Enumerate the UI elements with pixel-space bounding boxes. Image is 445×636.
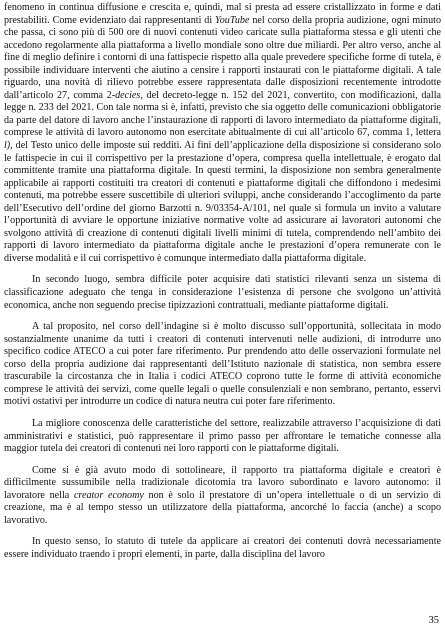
page-number: 35 xyxy=(428,615,439,627)
paragraph-3 xyxy=(4,321,441,409)
text-run: Come si è già avuto modo di sottolineare, il rapporto tra piattaforma digitale e creatori è difficilmente sussumibile nella tradizionale dicotomia tra lavoro subordinato e lavoro autonomo: il lavoratore nella xyxy=(4,464,441,501)
text-run: A tal proposito, nel corso dell’indagine si è molto discusso sull’opportunità, sollecitata in modo sostanzialmente unanime da tutti i creatori di contenuti intervenuti nelle audizioni, di introdurre uno specifico codice ATECO a cui poter fare riferimento. Pur prendendo atto delle osservazioni formulate nel corso della propria audizione dai rappresentanti dell’Istituto nazionale di statistica, non sembra essere trascurabile la circostanza che in Italia i codici ATECO coprono tutte le forme di attività economiche comprese le attività dei servizi, come quelle legali o quelle consulenziali e non sembrano, pertanto, esservi motivi ostativi per introdurre un codice di natura neutra cui poter fare riferimento. xyxy=(4,321,441,408)
text-run: In secondo luogo, sembra difficile poter acquisire dati statistici rilevanti senza un sistema di classificazione adeguato che tenga in considerazione l’esistenza di persone che svolgono un’attività economica, anche non seguendo precise tipizzazioni contrattuali, mediante piattaforme digitali. xyxy=(4,274,441,311)
text-run: In questo senso, lo statuto di tutele da applicare ai creatori dei contenuti dovrà necessariamente essere individuato traendo i propri elementi, in parte, dalla disciplina del lavoro xyxy=(4,536,441,560)
italic-run: YouTube xyxy=(215,14,250,26)
italic-run: l) xyxy=(4,140,11,152)
text-run: La migliore conoscenza delle caratteristiche del settore, realizzabile attraverso l’acquisizione di dati amministrativi e statistici, può rappresentare il primo passo per affrontare le tematiche connesse alla maggior tutela dei creatori di contenuti nei loro rapporti con le piattaforme digitali. xyxy=(4,417,441,455)
text-run: fenomeno in continua diffusione e crescita e, quindi, mal si presta ad essere cristallizzato in forme e dati prestabiliti. Come evidenziato dai rappresentanti di xyxy=(4,2,441,26)
italic-run: decies xyxy=(115,89,141,101)
paragraph-1 xyxy=(4,2,441,265)
italic-run: creator economy xyxy=(73,489,144,501)
paragraph-6 xyxy=(4,536,441,561)
text-run: , del Testo unico delle imposte sui redditi. Ai fini dell’applicazione della disposizione si considerano solo le fattispecie in cui il corrispettivo per la prestazione d’opera, compresa quella intellettuale, è erogato dal committente tramite una piattaforma digitale. In questi termini, la disposizione non sembra generalmente applicabile ai rapporti costituiti tra creatori di contenuti e piattaforme digitali che diffondono i medesimi contenuti, ma potrebbe essere suscettibile di ulteriori sviluppi, anche considerando l’accoglimento da parte dell’Esecutivo dell’ordine del giorno Barzotti n. 9/03354-A/101, nel quale si formula un invito a valutare l’opportunità di avviare le opportune iniziative normative volte ad assicurare ai lavoratori autonomi che svolgono attività di creazione di contenuti digitali livelli minimi di tutela, comprendendo nell’ambito dei rapporti di lavoro intermediato da piattaforma digitale anche le prestazioni d’opera remunerate con le diverse modalità e il cui corrispettivo è comunque intermediato dalla piattaforma digitale. xyxy=(4,140,441,264)
text-run: nel corso della propria audizione, ogni minuto che passa, ci sono più di 500 ore di nuovi contenuti video caricate sulla piattaforma stessa e gli utenti che accedono regolarmente alla piattaforma a livello mondiale sono oltre due miliardi. Per altro verso, anche al fine di meglio definire i contorni di una fattispecie rispetto alla quale prevedere specifiche forme di tutela, è possibile individuare interventi che aiutino a censire i rapporti instaurati con le piattaforme digitali. A tale riguardo, una novità di rilievo potrebbe essere rappresentata dalle disposizioni recentemente introdotte dall’articolo 27, comma 2- xyxy=(4,14,441,101)
paragraph-4 xyxy=(4,418,441,456)
paragraph-2 xyxy=(4,274,441,312)
paragraph-5 xyxy=(4,465,441,528)
text-run: non è solo il prestatore di un’opera intellettuale o di un servizio di creazione, ma è al tempo stesso un utilizzatore della piattaforma, ancorché lo faccia (anche) a scopo lavorativo. xyxy=(4,489,441,526)
text-run: , del decreto-legge n. 152 del 2021, convertito, con modificazioni, dalla legge n. 233 del 2021. Con tale norma si è, infatti, previsto che sia oggetto delle comunicazioni obbligatorie da parte del datore di lavoro anche l’instaurazione di rapporti di lavoro intermediato da piattaforme digitali, comprese le attività di lavoro autonomo non esercitate abitualmente di cui all’articolo 67, comma 1, lettera xyxy=(4,89,441,139)
